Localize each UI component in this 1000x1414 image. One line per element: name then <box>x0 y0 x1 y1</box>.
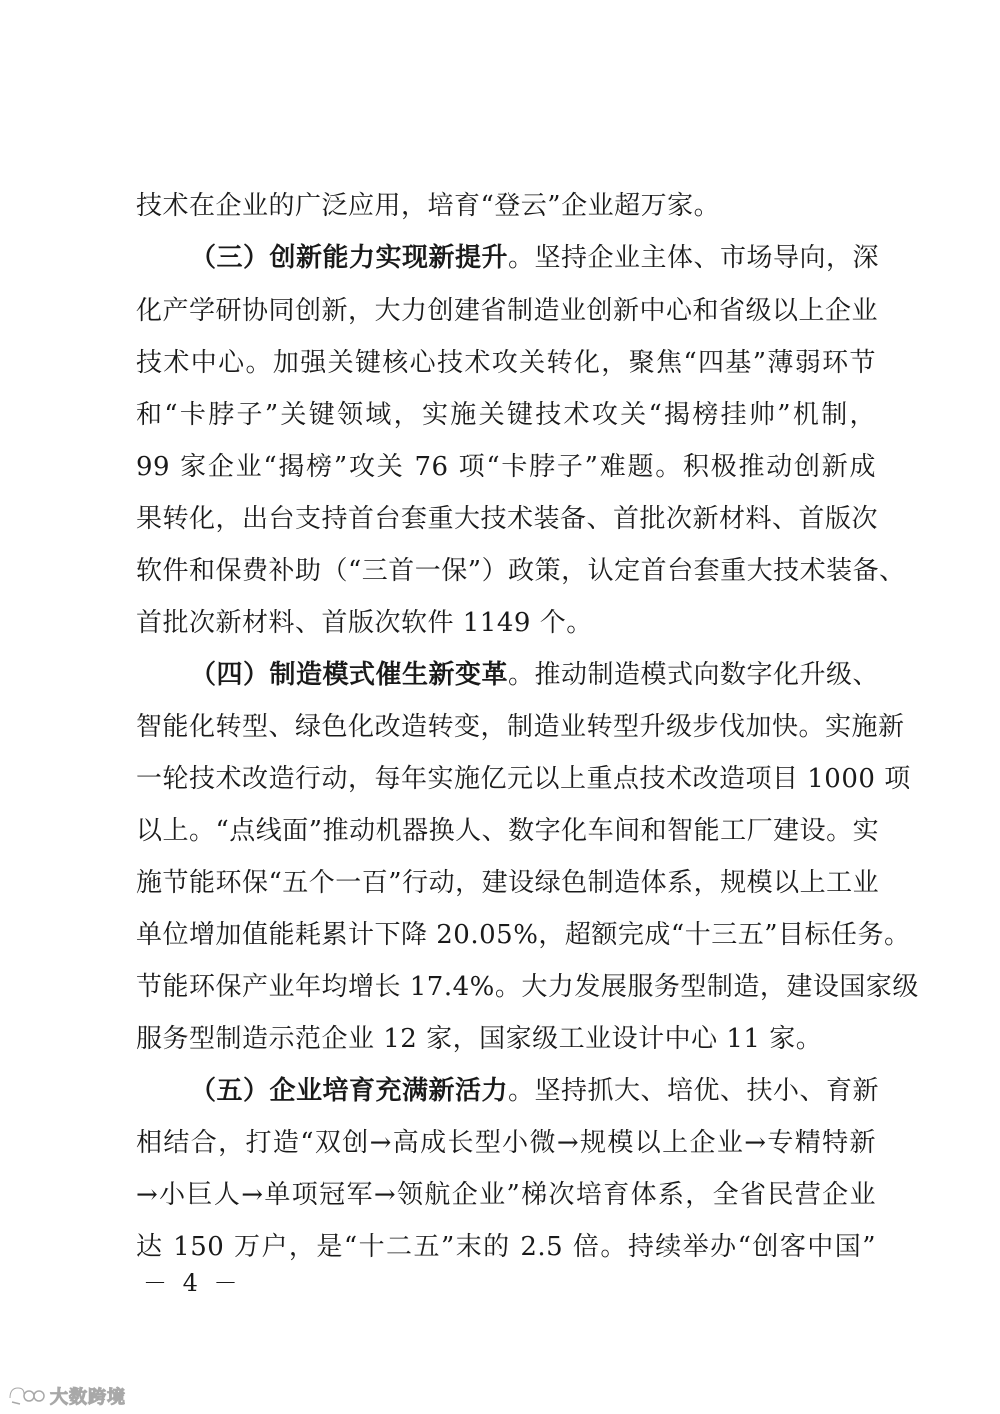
paragraph-line: →小巨人→单项冠军→领航企业”梯次培育体系，全省民营企业 <box>136 1180 876 1210</box>
paragraph-line: 单位增加值能耗累计下降 20.05%，超额完成“十三五”目标任务。 <box>136 920 911 950</box>
watermark <box>6 1382 126 1410</box>
paragraph-line: 技术在企业的广泛应用，培育“登云”企业超万家。 <box>136 191 721 221</box>
paragraph-line: 首批次新材料、首版次软件 1149 个。 <box>136 608 593 638</box>
section-heading-title: 企业培育充满新活力 <box>269 1076 509 1106</box>
paragraph-line: 节能环保产业年均增长 17.4%。大力发展服务型制造，建设国家级 <box>136 972 919 1002</box>
paragraph-line: 和“卡脖子”关键领域，实施关键技术攻关“揭榜挂帅”机制， <box>136 400 876 430</box>
paragraph-text: 。坚持企业主体、市场导向，深 <box>508 243 880 273</box>
paragraph-line: 达 150 万户，是“十二五”末的 2.5 倍。持续举办“创客中国” <box>136 1232 876 1262</box>
paragraph-line: 服务型制造示范企业 12 家，国家级工业设计中心 11 家。 <box>136 1024 823 1054</box>
paragraph-line: 一轮技术改造行动，每年实施亿元以上重点技术改造项目 1000 项 <box>136 764 911 794</box>
paragraph-line: 智能化转型、绿色化改造转变，制造业转型升级步伐加快。实施新 <box>136 712 905 742</box>
watermark-text: 大数跨境 <box>50 1387 126 1408</box>
paragraph-line: 果转化，出台支持首台套重大技术装备、首批次新材料、首版次 <box>136 504 879 534</box>
section-heading-line <box>190 240 880 276</box>
section-heading-marker: （五） <box>190 1076 270 1106</box>
paragraph-text: 。推动制造模式向数字化升级、 <box>508 660 880 690</box>
paragraph-line: 技术中心。加强关键核心技术攻关转化，聚焦“四基”薄弱环节 <box>136 348 876 378</box>
section-heading-line <box>190 657 880 693</box>
dashu-logo-icon <box>6 1384 46 1408</box>
paragraph-line: 以上。“点线面”推动机器换人、数字化车间和智能工厂建设。实 <box>136 816 880 846</box>
paragraph-line: 99 家企业“揭榜”攻关 76 项“卡脖子”难题。积极推动创新成 <box>136 452 876 482</box>
section-heading-line <box>190 1073 880 1109</box>
page-number: － 4 － <box>143 1269 242 1297</box>
section-heading-marker: （三） <box>190 243 270 273</box>
paragraph-line: 相结合，打造“双创→高成长型小微→规模以上企业→专精特新 <box>136 1128 876 1158</box>
section-heading-title: 创新能力实现新提升 <box>269 243 509 273</box>
paragraph-line: 软件和保费补助（“三首一保”）政策，认定首台套重大技术装备、 <box>136 556 906 586</box>
paragraph-line: 施节能环保“五个一百”行动，建设绿色制造体系，规模以上工业 <box>136 868 880 898</box>
paragraph-text: 。坚持抓大、培优、扶小、育新 <box>508 1076 880 1106</box>
section-heading-title: 制造模式催生新变革 <box>269 660 509 690</box>
section-heading-marker: （四） <box>190 660 270 690</box>
paragraph-line: 化产学研协同创新，大力创建省制造业创新中心和省级以上企业 <box>136 296 879 326</box>
